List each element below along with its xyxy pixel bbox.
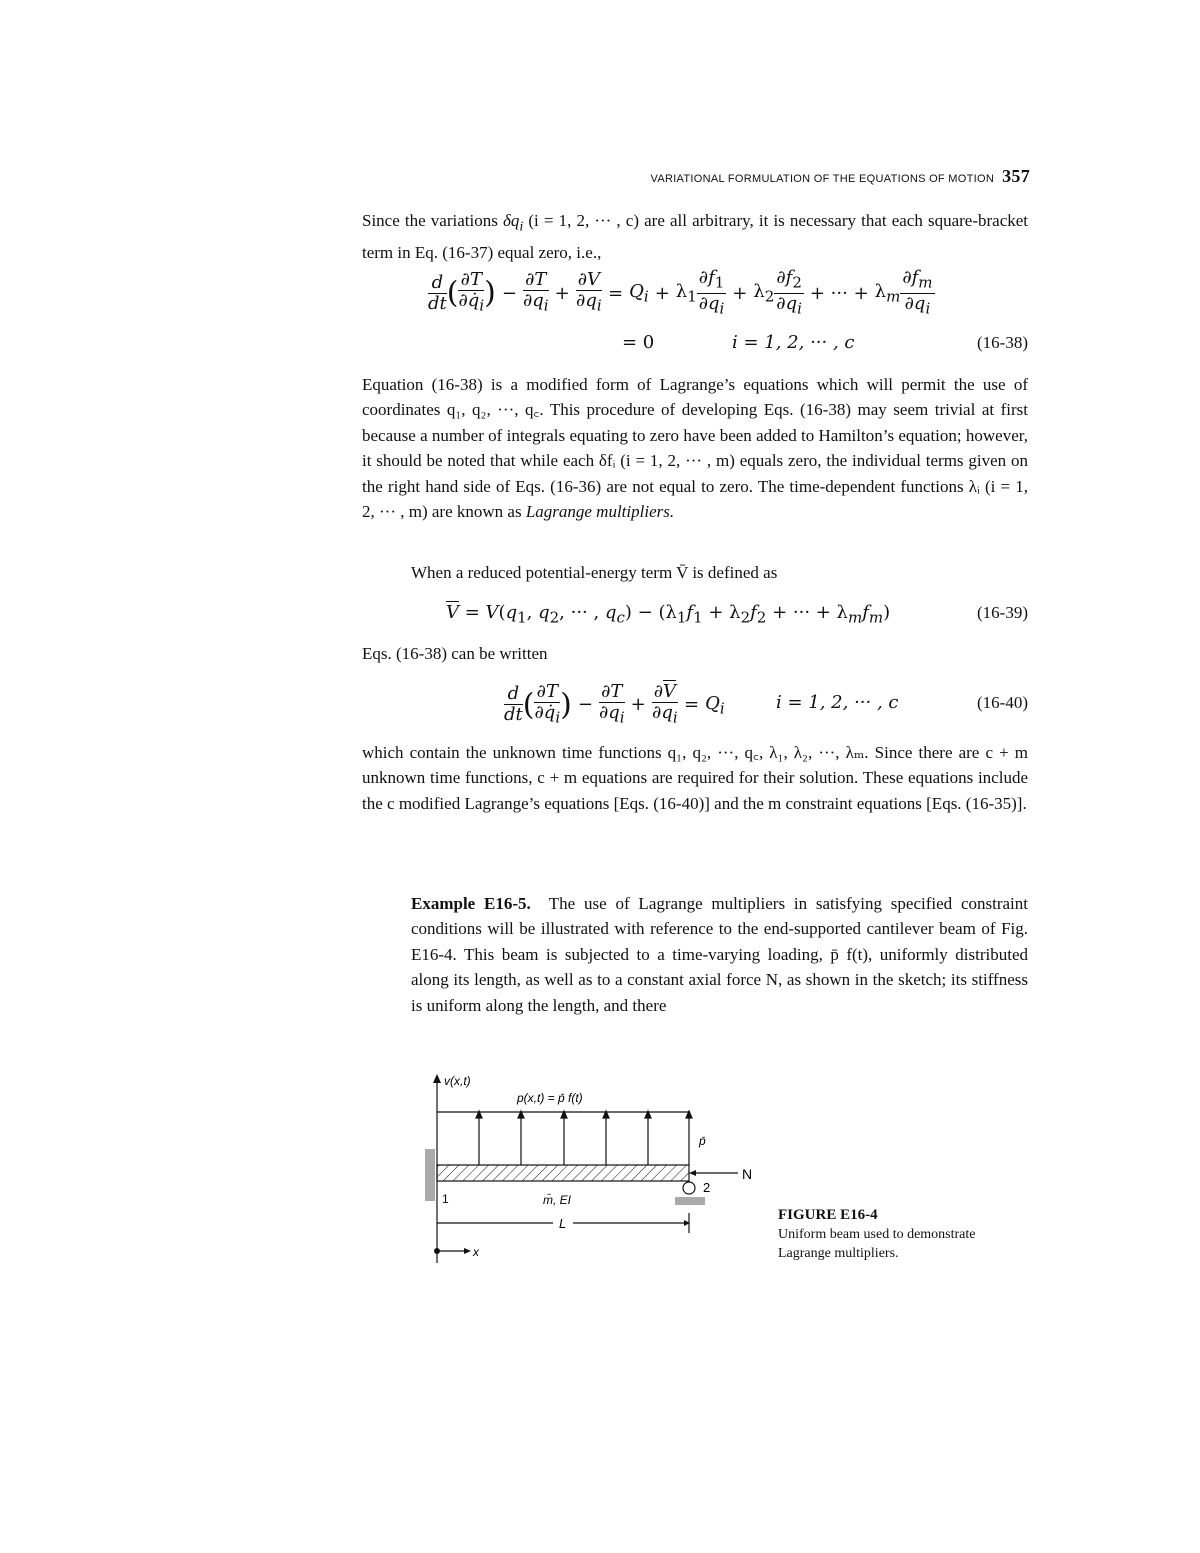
paragraph-2: [362, 372, 1028, 524]
length-label: L: [559, 1216, 567, 1231]
caption-text: Uniform beam used to demonstrate Lagrange multipliers.: [778, 1227, 976, 1261]
load-arrows: [476, 1111, 692, 1165]
paragraph-4: Eqs. (16-38) can be written: [362, 644, 548, 663]
equation-16-38-line1: $\frac{d}{dt}$ ( $\frac{\partial T}{\partial q̇_i}$ ) − $\frac{\partial T}{\partial q_i}$ + $\frac{\partial V}{\partial q_i}$ = $Q_i + \lambda_1$ $\frac{\partial f_1}{\partial q_i}$ + $\lambda_2$ $\frac{\partial f_2}{\partial q_i}$ + ··· + $\lambda_m$ $\frac{\partial f_m}{\partial q_i}$: [428, 267, 933, 318]
end-1-label: 1: [442, 1192, 449, 1206]
equation-number-16-39: (16-39): [977, 603, 1028, 622]
example-label: Example E16-5.: [411, 894, 531, 913]
beam-properties-label: m̄, EI: [543, 1193, 572, 1207]
para2-text: Equation (16-38) is a modified form of Lagrange’s equations which will permit the use of coordinates q₁, q₂, ···, q꜀. This procedure of developing Eqs. (16-38) may seem trivial at first because a number of integrals equating to zero have been added to Hamilton’s equation; however, it should be noted that while each δfᵢ (i = 1, 2, ··· , m) equals zero, the individual terms given on the right hand side of Eqs. (16-36) are not equal to zero. The time-dependent functions λᵢ (i = 1, 2, ··· , m) are known as: [362, 375, 1028, 522]
para1-text-b: (i = 1, 2, ··· , c) are all arbitrary, it is necessary that each square-bracket term in Eq. (16-37) equal zero, i.e.,: [362, 211, 1029, 262]
fixed-wall: [425, 1149, 435, 1201]
para1-text-a: Since the variations: [362, 211, 503, 230]
equation-16-40: $\frac{d}{dt}$ ( $\frac{\partial T}{\partial q̇_i}$ ) − $\frac{\partial T}{\partial q_i}$ + $\frac{\partial\overline{V}}{\partial q_i}$ = $Q_i$: [504, 681, 725, 727]
axial-force-arrowhead: [689, 1170, 696, 1176]
v-axis-arrowhead: [433, 1074, 441, 1083]
equation-number-16-40: (16-40): [977, 693, 1028, 712]
running-header: [620, 166, 1030, 187]
example-text: The use of Lagrange multipliers in satisfying specified constraint conditions will be illustrated with reference to the end-supported cantilever beam of Fig. E16-4. This beam is subjected to a time-varying loading, p̄ f(t), uniformly distributed along its length, as well as to a constant axial force N, as shown in the sketch; its stiffness is uniform along the length, and there: [411, 894, 1028, 1015]
para1-subscript: i: [519, 218, 524, 235]
figure-caption: [778, 1206, 1018, 1263]
example-e16-5: [411, 891, 1028, 1018]
caption-title: FIGURE E16-4: [778, 1207, 878, 1223]
equation-16-38-line2-eq: = 0: [622, 332, 655, 353]
equation-16-39: $\overline{V} = V(q_1$, $q_2$, ··· , $q_c) - (\lambda_1f_1 + \lambda_2f_2$ + ··· + $\lambda_mf_m$): [446, 602, 891, 627]
axial-force-label: N: [742, 1166, 753, 1182]
x-axis-arrowhead: [464, 1248, 471, 1254]
para2-italic-term: Lagrange multipliers.: [525, 502, 675, 522]
paragraph-3: When a reduced potential-energy term V̄ is defined as: [411, 563, 778, 582]
equation-number-16-38: (16-38): [977, 333, 1028, 352]
equation-16-38-range: i = 1, 2, ··· , c: [732, 332, 855, 353]
x-axis-label: x: [473, 1245, 479, 1259]
pbar-label: p̄: [699, 1134, 706, 1148]
support-base: [675, 1197, 705, 1205]
equation-16-40-range: i = 1, 2, ··· , c: [776, 692, 899, 713]
header-title: VARIATIONAL FORMULATION OF THE EQUATIONS OF MOTION: [650, 173, 995, 185]
beam: [437, 1165, 689, 1181]
page-number: 357: [1002, 166, 1030, 186]
v-axis-label: v(x,t): [444, 1074, 471, 1088]
end-2-label: 2: [703, 1180, 711, 1195]
paragraph-1: [362, 208, 1028, 265]
paragraph-5: which contain the unknown time functions q₁, q₂, ···, q꜀, λ₁, λ₂, ···, λₘ. Since there are c + m unknown time functions, c + m equations are required for their solution. These equations include the c modified Lagrange’s equations [Eqs. (16-40)] and the m constraint equations [Eqs. (16-35)].: [362, 743, 1028, 813]
load-label: p(x,t) = p̄ f(t): [517, 1091, 583, 1105]
figure-e16-4-beam: [420, 1065, 780, 1270]
roller-support: [683, 1182, 695, 1194]
para1-delta-q: δq: [502, 211, 520, 230]
